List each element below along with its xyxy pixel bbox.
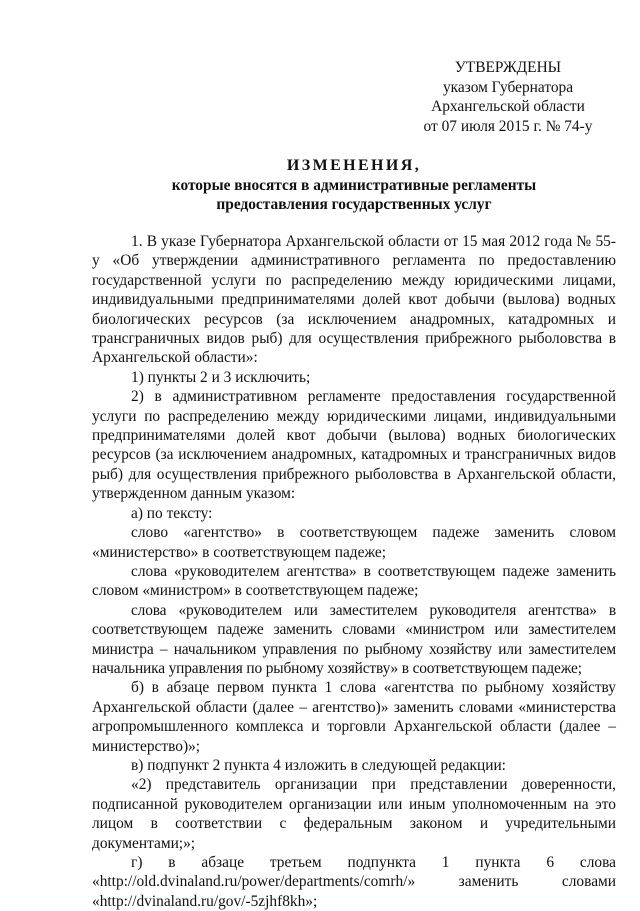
paragraph-letter-g: г) в абзаце третьем подпункта 1 пункта 6 слова «http://old.dvinaland.ru/power/departments/comrh/» заменить словами «http://dvinaland.ru/gov/-5zjhf8kh»; — [92, 854, 616, 910]
document-body — [92, 232, 616, 911]
title-subtitle-line-1: которые вносятся в административные регламенты — [171, 176, 537, 194]
approval-region: Архангельской области — [431, 98, 585, 115]
approval-issuer: указом Губернатора — [442, 78, 574, 96]
paragraph-replace-agency: слово «агентство» в соответствующем падеже заменить словом «министерство» в соответствующем падеже; — [92, 524, 616, 561]
paragraph-subitem-2: 2) в административном регламенте предоставления государственной услуги по распределению между юридическими лицами, индивидуальными предпринимателями долей квот добычи (вылова) водных биологических ресурсов (за исключением анадромных, катадромных и трансграничных видов рыб) для осуществления прибрежного рыболовства в Архангельской области, утвержденном данным указом: — [92, 388, 616, 503]
title-main: ИЗМЕНЕНИЯ, — [286, 157, 422, 174]
paragraph-letter-a: а) по тексту: — [131, 504, 213, 522]
paragraph-subitem-1: 1) пункты 2 и 3 исключить; — [131, 368, 311, 386]
paragraph-new-wording: «2) представитель организации при представлении доверенности, подписанной руководителем организации или иным уполномоченным на это лицом в соответствии с федеральным законом и учредительными документами;»; — [92, 776, 616, 852]
approval-date-number: от 07 июля 2015 г. № 74-у — [423, 117, 593, 135]
paragraph-replace-head: слова «руководителем агентства» в соответствующем падеже заменить словом «министром» в соответствующем падеже; — [92, 562, 616, 600]
document-title — [92, 156, 616, 215]
paragraph-replace-deputy: слова «руководителем или заместителем руководителя агентства» в соответствующем падеже заменить словами «министром или заместителем министра – начальником управления по рыбному хозяйству или заместителем начальника управления по рыбному хозяйству» в соответствующем падеже; — [92, 601, 616, 677]
title-subtitle-line-2: предоставления государственных услуг — [216, 196, 492, 213]
approval-heading: УТВЕРЖДЕНЫ — [454, 59, 562, 76]
paragraph-letter-b: б) в абзаце первом пункта 1 слова «агентства по рыбному хозяйству Архангельской области (далее – агентство)» заменить словами «министерства агропромышленного комплекса и торговли Архангельской области (далее – министерство)»; — [92, 679, 616, 755]
paragraph-letter-v: в) подпункт 2 пункта 4 изложить в следующей редакции: — [131, 756, 506, 774]
paragraph-item-1: 1. В указе Губернатора Архангельской области от 15 мая 2012 года № 55-у «Об утверждении административного регламента по предоставлению государственной услуги по распределению между юридическими лицами, индивидуальными предпринимателями долей квот добычи (вылова) водных биологических ресурсов (за исключением анадромных, катадромных и трансграничных видов рыб) для осуществления прибрежного рыболовства в Архангельской области»: — [92, 233, 616, 367]
approval-stamp — [400, 58, 616, 136]
